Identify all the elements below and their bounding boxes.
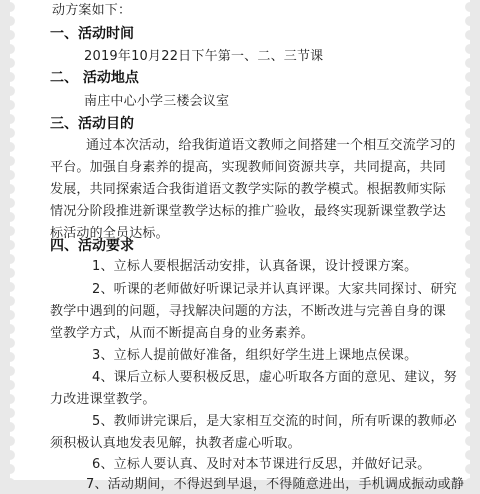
stamp-edge-right [465, 0, 475, 480]
section-4-line: 1、立标人要根据活动安排，认真备课，设计授课方案。 [92, 259, 418, 274]
section-2-heading: 二、 活动地点 [50, 70, 139, 86]
section-3-line: 平台。加强自身素养的提高，实现教师间资源共享，共同提高，共同 [50, 160, 447, 175]
intro-tail: 动方案如下： [52, 3, 132, 18]
section-4-line: 7、活动期间，不得迟到早退，不得随意进出，手机调成振动或静 [86, 477, 465, 492]
section-3-line: 情况分阶段推进新课堂教学达标的推广验收，最终实现新课堂教学达 [50, 204, 447, 219]
section-4-line: 5、教师讲完课后，是大家相互交流的时间，所有听课的教师必 [92, 414, 457, 429]
section-4-line: 6、立标人要认真、及时对本节课进行反思，并做好记录。 [92, 457, 431, 472]
section-4-line: 堂教学方式，从而不断提高自身的业务素养。 [50, 326, 315, 341]
section-3-line: 标活动的全员达标。 [50, 226, 169, 241]
stamp-edge-left [5, 0, 15, 480]
section-4-line: 力改进课堂教学。 [50, 392, 156, 407]
section-1-text: 2019年10月22日下午第一、二、三节课 [84, 49, 324, 64]
section-2-text: 南庄中心小学三楼会议室 [84, 94, 230, 109]
section-4-line: 教学中遇到的问题，寻找解决问题的方法，不断改进与完善自身的课 [50, 304, 447, 319]
section-4-line: 须积极认真地发表见解，执教者虚心听取。 [50, 436, 301, 451]
section-4-line: 4、课后立标人要积极反思，虚心听取各方面的意见、建议，努 [92, 370, 457, 385]
section-3-line: 发展，共同探索适合我街道语文教学实际的教学模式。根据教师实际 [50, 182, 447, 197]
section-4-heading: 四、活动要求 [50, 238, 134, 254]
section-3-heading: 三、活动目的 [50, 116, 134, 132]
section-3-line: 通过本次活动，给我街道语文教师之间搭建一个相互交流学习的 [86, 138, 456, 153]
document-page [10, 0, 470, 492]
section-1-heading: 一、活动时间 [50, 26, 134, 42]
section-4-line: 2、听课的老师做好听课记录并认真评课。大家共同探讨、研究 [92, 282, 457, 297]
section-4-line: 3、立标人提前做好准备，组织好学生进上课地点侯课。 [92, 348, 418, 363]
